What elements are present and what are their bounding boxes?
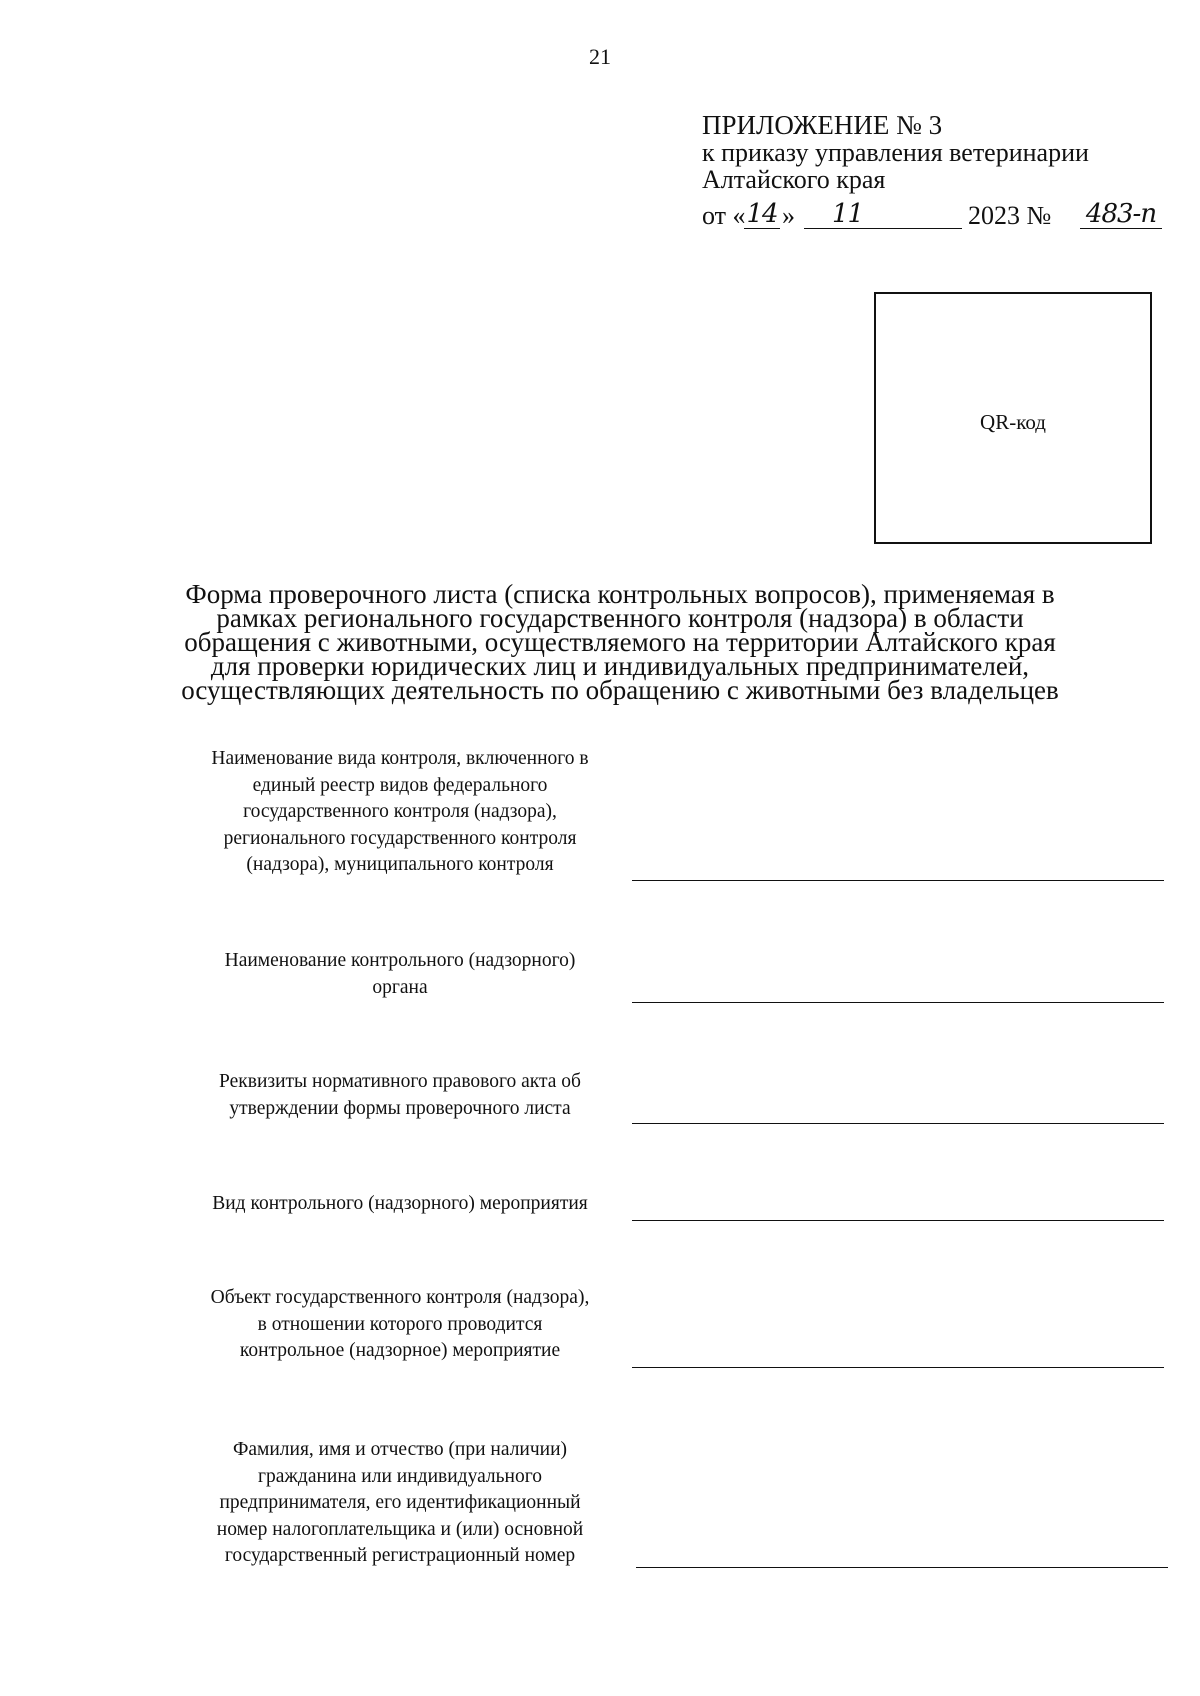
label-line: органа (372, 976, 428, 998)
label-line: регионального государственного контроля (223, 827, 577, 849)
label-line: Фамилия, имя и отчество (при наличии) (232, 1439, 568, 1460)
form-title-line: для проверки юридических лиц и индивидуальных предпринимателей, (210, 651, 1030, 681)
field-line-measure-type[interactable] (632, 1220, 1164, 1221)
label-line: Реквизиты нормативного правового акта об (219, 1071, 581, 1092)
appendix-line-2: Алтайского края (702, 165, 886, 194)
qr-code-label: QR-код (980, 410, 1046, 434)
field-label-regulatory-act (160, 1069, 640, 1122)
label-line: номер налогоплательщика и (или) основной (216, 1518, 584, 1540)
page-number: 21 (589, 44, 611, 69)
field-label-control-body (160, 948, 640, 1001)
field-label-control-type (160, 746, 640, 879)
label-line: гражданина или индивидуального (258, 1465, 542, 1487)
field-line-control-object[interactable] (632, 1367, 1164, 1368)
label-line: Вид контрольного (надзорного) мероприятия (212, 1193, 588, 1214)
order-year: 2023 № (968, 201, 1052, 230)
form-title (150, 579, 1090, 705)
label-line: Объект государственного контроля (надзора), (210, 1287, 590, 1308)
field-line-control-type[interactable] (632, 880, 1164, 881)
form-title-line: Форма проверочного листа (списка контрольных вопросов), применяемая в (185, 579, 1055, 609)
label-line: единый реестр видов федерального (252, 774, 548, 796)
appendix-line-1: к приказу управления ветеринарии (702, 138, 1089, 167)
field-label-control-object (160, 1285, 640, 1365)
label-line: Наименование контрольного (надзорного) (224, 950, 576, 971)
label-line: (надзора), муниципального контроля (246, 854, 554, 875)
label-line: государственный регистрационный номер (224, 1545, 576, 1566)
date-prefix: от « (702, 201, 746, 230)
label-line: государственного контроля (надзора), (243, 801, 557, 822)
qr-code-placeholder (874, 292, 1152, 544)
field-line-person-identification[interactable] (636, 1567, 1168, 1568)
order-day: 14 (744, 201, 780, 229)
field-label-person-identification (160, 1437, 640, 1570)
label-line: Наименование вида контроля, включенного в (211, 748, 589, 769)
order-date-line (702, 195, 1157, 230)
field-label-measure-type (160, 1191, 640, 1218)
field-line-regulatory-act[interactable] (632, 1123, 1164, 1124)
label-line: утверждении формы проверочного листа (229, 1097, 571, 1119)
field-line-control-body[interactable] (632, 1002, 1164, 1003)
label-line: в отношении которого проводится (257, 1313, 543, 1335)
appendix-title: ПРИЛОЖЕНИЕ № 3 (702, 110, 943, 140)
appendix-header (702, 110, 1157, 230)
label-line: контрольное (надзорное) мероприятие (239, 1340, 561, 1361)
date-quote-close: » (782, 201, 795, 230)
form-title-line: осуществляющих деятельность по обращению с животными без владельцев (181, 675, 1059, 705)
form-title-line: рамках регионального государственного контроля (надзора) в области (216, 603, 1024, 633)
order-number: 483-п (1080, 201, 1162, 229)
order-month: 11 (804, 201, 962, 229)
form-title-line: обращения с животными, осуществляемого на территории Алтайского края (184, 627, 1056, 657)
label-line: предпринимателя, его идентификационный (219, 1492, 581, 1513)
